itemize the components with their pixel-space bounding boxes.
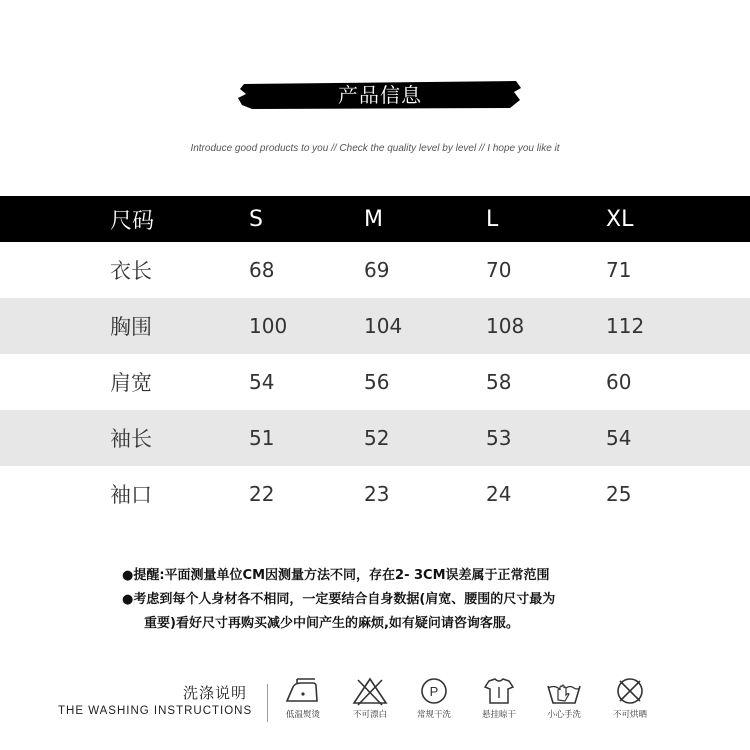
column-header: XL [606, 206, 634, 232]
wash-label: 常规干洗 [416, 710, 451, 720]
table-cell: 25 [606, 482, 632, 506]
column-header: M [364, 206, 383, 232]
table-cell: 56 [364, 370, 390, 394]
table-cell: 51 [249, 426, 275, 450]
table-cell: 112 [606, 314, 645, 338]
subtitle: Introduce good products to you // Check the quality level by level // I hope you like it [190, 143, 560, 154]
washing-title-en: THE WASHING INSTRUCTIONS [58, 705, 253, 717]
dry-clean-p-icon [414, 676, 454, 706]
table-cell: 104 [364, 314, 403, 338]
wash-item-tumble [600, 676, 660, 720]
hang-dry-icon [479, 676, 519, 706]
table-cell: 70 [486, 258, 512, 282]
table-cell: 108 [486, 314, 525, 338]
table-row [0, 354, 750, 410]
wash-label: 不可漂白 [352, 710, 387, 720]
washing-title: 洗涤说明 [183, 684, 248, 702]
size-notes [122, 564, 682, 636]
table-cell: 58 [486, 370, 512, 394]
column-header: S [249, 206, 263, 232]
wash-label: 小心手洗 [546, 710, 581, 720]
note-advice-continued: 重要)看好尺寸再购买减少中间产生的麻烦,如有疑问请咨询客服。 [144, 616, 519, 631]
row-label: 胸围 [110, 315, 152, 339]
table-cell: 68 [249, 258, 275, 282]
wash-label: 悬挂晾干 [481, 710, 516, 720]
table-cell: 54 [606, 426, 632, 450]
svg-text:P: P [429, 684, 439, 699]
no-tumble-dry-icon [610, 676, 650, 706]
hand-wash-icon [544, 676, 584, 706]
size-table [0, 196, 750, 522]
table-cell: 53 [486, 426, 512, 450]
wash-label: 不可烘晒 [612, 710, 647, 720]
row-label: 袖长 [110, 427, 152, 451]
table-row [0, 466, 750, 522]
wash-item-bleach [340, 676, 400, 720]
iron-low-icon [283, 676, 323, 706]
row-label: 肩宽 [110, 371, 152, 395]
no-bleach-icon [350, 676, 390, 706]
title-banner [238, 78, 522, 112]
table-cell: 22 [249, 482, 275, 506]
table-cell: 54 [249, 370, 275, 394]
table-row [0, 242, 750, 298]
row-label: 衣长 [110, 259, 152, 283]
table-row [0, 410, 750, 466]
table-cell: 100 [249, 314, 288, 338]
note-advice: ●考虑到每个人身材各不相同，一定要结合自身数据(肩宽、腰围的尺寸最为 [122, 592, 556, 607]
note-reminder: ●提醒:平面测量单位CM因测量方法不同，存在2- 3CM误差属于正常范围 [122, 568, 550, 583]
table-cell: 60 [606, 370, 632, 394]
table-cell: 24 [486, 482, 512, 506]
wash-label: 低温熨烫 [285, 710, 320, 720]
table-cell: 71 [606, 258, 632, 282]
table-cell: 52 [364, 426, 390, 450]
column-header: 尺码 [110, 208, 155, 234]
table-cell: 23 [364, 482, 390, 506]
wash-item-iron [273, 676, 333, 720]
column-header: L [486, 206, 499, 232]
wash-item-dryclean [404, 676, 464, 720]
page-title: 产品信息 [338, 83, 422, 107]
table-header-row [0, 196, 750, 242]
wash-item-hangdry [469, 676, 529, 720]
table-cell: 69 [364, 258, 390, 282]
row-label: 袖口 [110, 483, 152, 507]
divider [267, 684, 268, 722]
wash-item-handwash [534, 676, 594, 720]
table-row [0, 298, 750, 354]
